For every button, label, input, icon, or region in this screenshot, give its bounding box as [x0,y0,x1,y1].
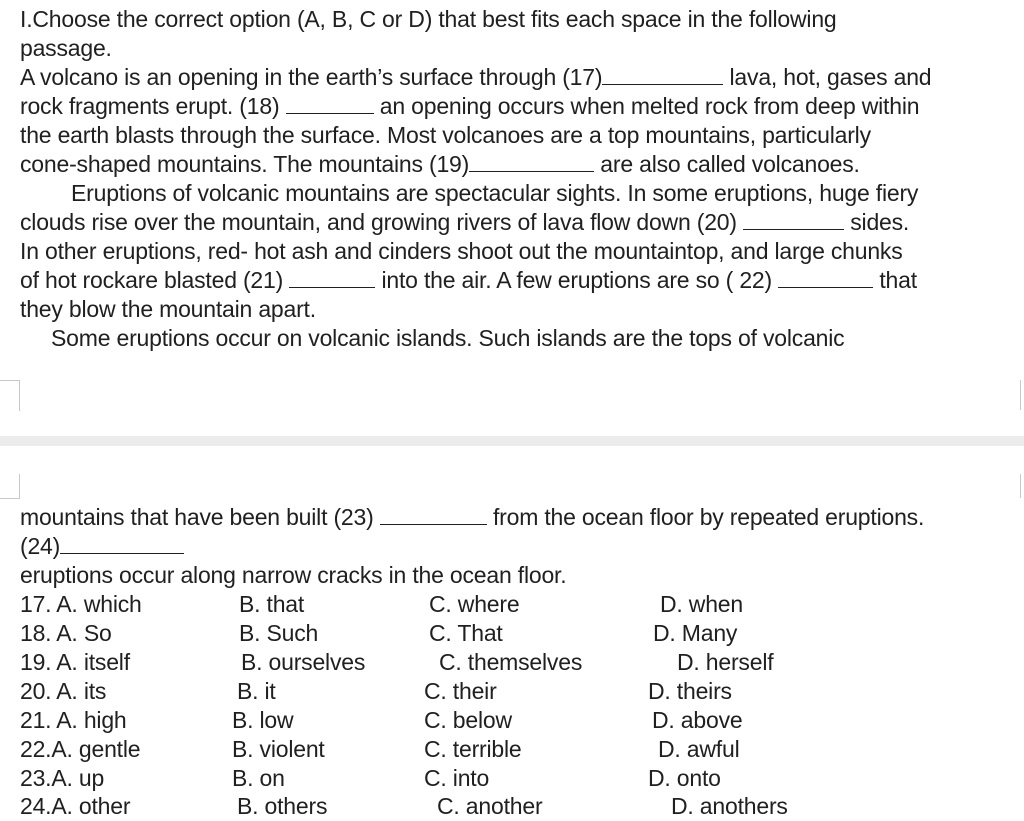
option-b: B. that [239,591,305,617]
page-corner-mark [1020,474,1024,498]
option-row-22 [20,735,1020,763]
passage-text: from the ocean floor by repeated eruptions. [486,504,925,530]
passage-text: clouds rise over the mountain, and growing rivers of lava flow down (20) [20,209,744,235]
option-c: C. where [429,591,520,617]
option-b: B. Such [239,620,319,646]
option-b: B. others [237,793,328,819]
page-corner-mark [0,474,20,499]
passage-text: A volcano is an opening in the earth’s surface through (17) [20,64,603,90]
option-a: 24.A. other [20,793,131,819]
blank-21 [289,268,375,288]
instruction-line-2: passage. [20,35,112,61]
passage-line [20,64,931,91]
passage-line: Eruptions of volcanic mountains are spectacular sights. In some eruptions, huge fiery [71,180,919,206]
passage-line [20,209,909,236]
option-d: D. herself [677,649,774,675]
option-d: D. anothers [671,793,788,819]
option-b: B. ourselves [241,649,366,675]
blank-23 [380,505,487,525]
option-a: 20. A. its [20,678,107,704]
passage-text: mountains that have been built (23) [20,504,380,530]
page-corner-mark [1020,380,1024,410]
passage-text: an opening occurs when melted rock from deep within [373,93,920,119]
passage-text: sides. [844,209,910,235]
passage-line: eruptions occur along narrow cracks in the ocean floor. [20,562,567,588]
option-d: D. above [652,707,743,733]
instruction-line-1: I.Choose the correct option (A, B, C or D) that best fits each space in the following [20,6,837,32]
passage-text: of hot rockare blasted (21) [20,267,290,293]
option-a: 23.A. up [20,765,105,791]
passage-line [20,267,917,294]
option-b: B. it [237,678,276,704]
page-separator [0,436,1024,446]
option-c: C. themselves [439,649,583,675]
passage-line [20,151,860,178]
option-d: D. onto [648,765,721,791]
option-b: B. low [232,707,294,733]
passage-text: are also called volcanoes. [594,151,860,177]
passage-line: the earth blasts through the surface. Most volcanoes are a top mountains, particularly [20,122,871,148]
option-d: D. theirs [648,678,732,704]
passage-line [20,93,919,120]
passage-line: they blow the mountain apart. [20,296,316,322]
option-row-24 [20,792,1020,820]
option-row-19 [20,648,1020,676]
option-row-17 [20,590,1020,618]
blank-24 [60,534,184,554]
option-d: D. Many [653,620,738,646]
option-a: 22.A. gentle [20,736,141,762]
option-c: C. terrible [424,736,522,762]
passage-line [20,533,184,560]
passage-text: rock fragments erupt. (18) [20,93,286,119]
passage-text: lava, hot, gases and [723,64,932,90]
option-d: D. awful [658,736,740,762]
blank-22 [778,268,873,288]
option-c: C. another [437,793,543,819]
option-a: 17. A. which [20,591,142,617]
passage-text: cone-shaped mountains. The mountains (19) [20,151,470,177]
passage-text: (24) [20,533,61,559]
option-a: 18. A. So [20,620,112,646]
option-c: C. their [424,678,497,704]
option-c: C. below [424,707,512,733]
blank-18 [286,94,374,114]
page-corner-mark [0,380,20,411]
option-c: C. into [424,765,490,791]
option-row-23 [20,764,1020,792]
blank-20 [743,210,844,230]
option-d: D. when [660,591,743,617]
option-a: 19. A. itself [20,649,130,675]
option-row-20 [20,677,1020,705]
option-b: B. violent [232,736,325,762]
passage-line: In other eruptions, red- hot ash and cinders shoot out the mountaintop, and large chunks [20,238,903,264]
option-c: C. That [429,620,503,646]
option-row-18 [20,619,1020,647]
passage-line [20,504,924,531]
passage-line: Some eruptions occur on volcanic islands. Such islands are the tops of volcanic [51,325,845,351]
option-b: B. on [232,765,285,791]
option-row-21 [20,706,1020,734]
blank-19 [469,152,594,172]
option-a: 21. A. high [20,707,127,733]
blank-17 [602,65,723,85]
passage-text: into the air. A few eruptions are so ( 22) [375,267,779,293]
passage-text: that [873,267,917,293]
